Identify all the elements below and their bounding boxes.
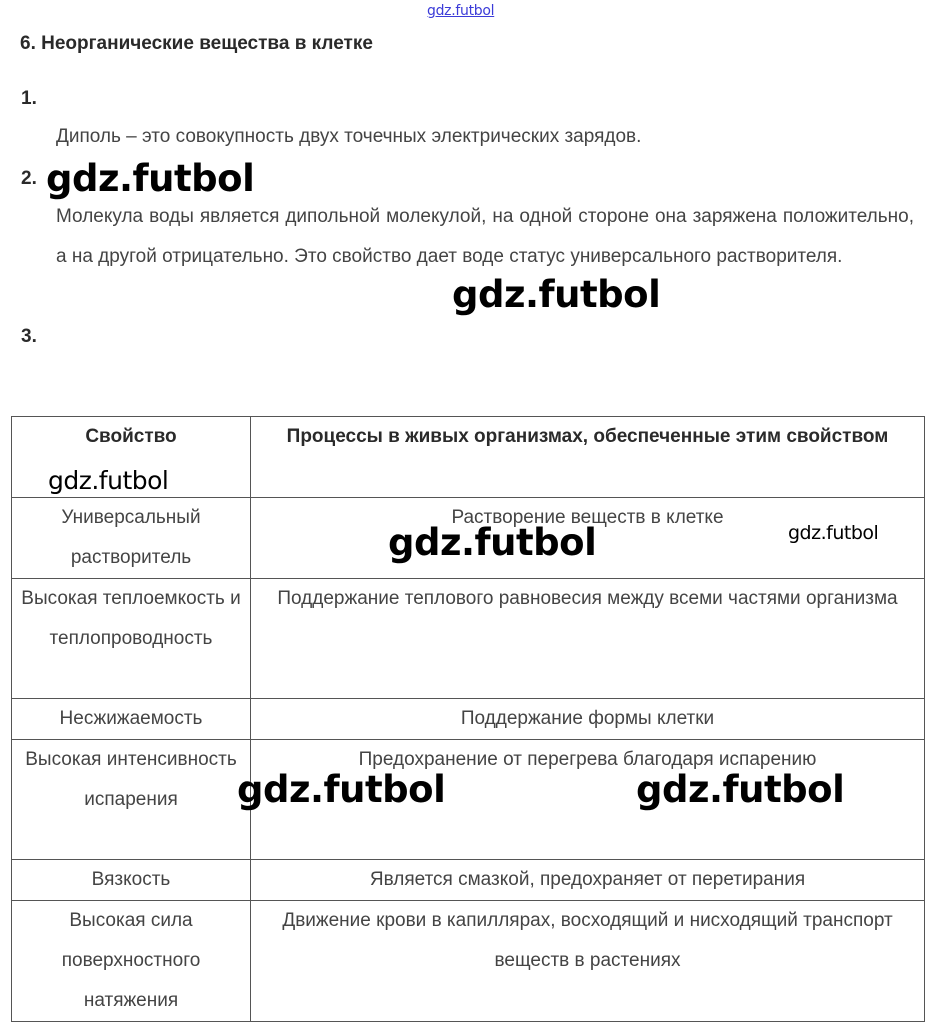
answer-1: Диполь – это совокупность двух точечных электрических зарядов. <box>56 126 642 147</box>
watermark: gdz.futbol <box>237 768 446 811</box>
watermark: gdz.futbol <box>46 157 255 200</box>
cell-process: Поддержание формы клетки <box>251 699 925 740</box>
watermark: gdz.futbol <box>388 521 597 564</box>
watermark: gdz.futbol <box>452 273 661 316</box>
cell-process: Движение крови в капиллярах, восходящий и нисходящий транспорт веществ в растениях <box>251 901 925 1022</box>
table-row <box>12 901 925 1022</box>
table-row <box>12 699 925 740</box>
properties-table <box>11 416 925 1022</box>
cell-property: Высокая сила поверхностного натяжения <box>12 901 251 1022</box>
section-title: 6. Неорганические вещества в клетке <box>20 33 373 54</box>
table-row <box>12 579 925 699</box>
cell-process: Поддержание теплового равновесия между всеми частями организма <box>251 579 925 699</box>
watermark: gdz.futbol <box>636 768 845 811</box>
watermark: gdz.futbol <box>788 522 879 544</box>
table-row <box>12 860 925 901</box>
question-number-2: 2. <box>21 168 37 189</box>
cell-property: Несжижаемость <box>12 699 251 740</box>
cell-process: Растворение веществ в клетке <box>251 498 925 579</box>
watermark-top[interactable]: gdz.futbol <box>427 3 495 19</box>
answer-2: Молекула воды является дипольной молекулой, на одной стороне она заряжена положительно, а на другой отрицательно. Это свойство дает воде статус универсального растворителя. <box>56 206 914 267</box>
cell-process: Предохранение от перегрева благодаря испарению <box>251 740 925 860</box>
cell-property: Вязкость <box>12 860 251 901</box>
question-number-3: 3. <box>21 326 37 347</box>
cell-property: Высокая теплоемкость и теплопроводность <box>12 579 251 699</box>
question-number-1: 1. <box>21 88 37 109</box>
cell-property: Универсальный растворитель <box>12 498 251 579</box>
header-process: Процессы в живых организмах, обеспеченные этим свойством <box>251 417 925 498</box>
cell-process: Является смазкой, предохраняет от перетирания <box>251 860 925 901</box>
watermark: gdz.futbol <box>48 466 169 495</box>
cell-property: Высокая интенсивность испарения <box>12 740 251 860</box>
header-property: Свойство <box>12 417 251 498</box>
